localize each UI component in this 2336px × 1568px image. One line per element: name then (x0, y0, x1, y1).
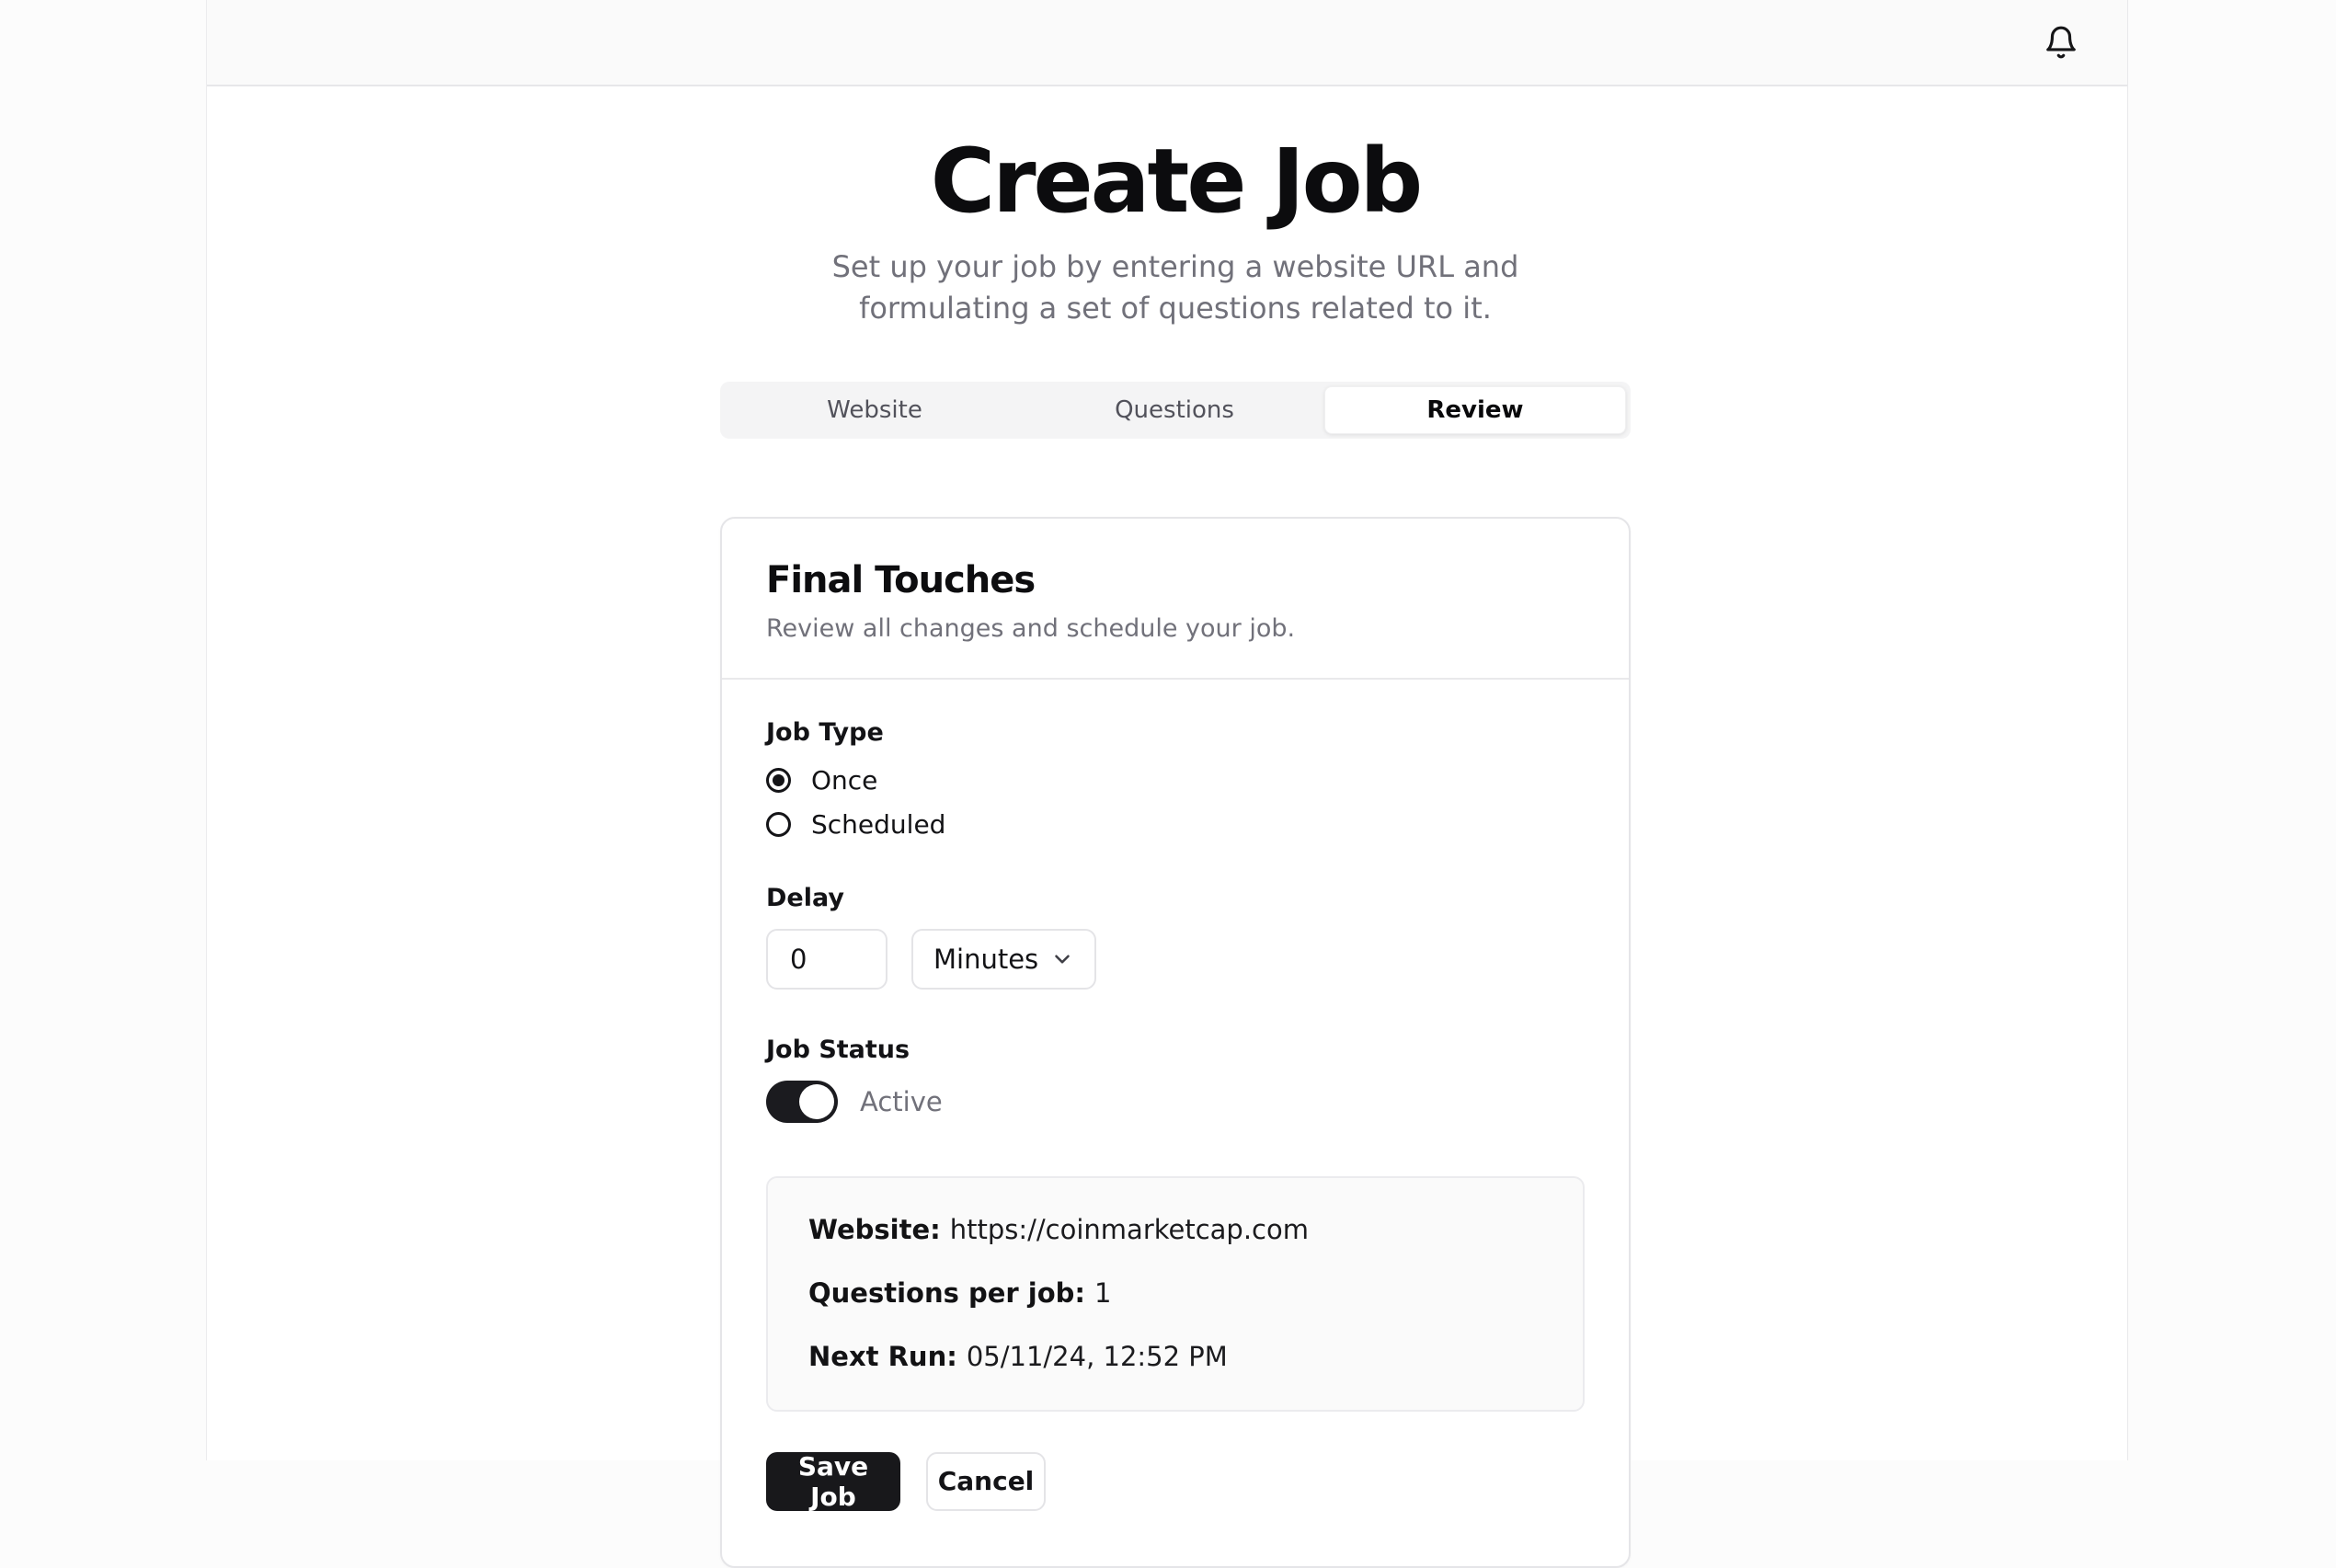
card-actions (766, 1452, 1585, 1511)
job-status-toggle[interactable] (766, 1081, 838, 1123)
bell-icon (2044, 25, 2078, 60)
page-subtitle (720, 246, 1631, 330)
job-type-radio-group (766, 765, 1585, 840)
card-body (722, 680, 1629, 1566)
summary-nextrun-label: Next Run: (808, 1341, 957, 1373)
page-subtitle-line1: Set up your job by entering a website URL and (831, 248, 1519, 284)
page-title: Create Job (930, 130, 1421, 233)
page-subtitle-line2: formulating a set of questions related to it. (859, 291, 1492, 326)
chevron-down-icon (1050, 947, 1074, 971)
job-summary-box (766, 1176, 1585, 1412)
save-job-button[interactable]: Save Job (766, 1452, 900, 1511)
summary-nextrun-row (808, 1342, 1542, 1372)
job-status-label: Job Status (766, 1035, 910, 1064)
summary-questions-row (808, 1278, 1542, 1309)
card-subtitle: Review all changes and schedule your job. (766, 613, 1296, 643)
job-status-state-label: Active (860, 1085, 943, 1117)
summary-nextrun-value: 05/11/24, 12:52 PM (966, 1341, 1228, 1373)
job-type-section (766, 718, 1585, 840)
delay-unit-value: Minutes (933, 943, 1039, 975)
tab-website[interactable]: Website (725, 386, 1025, 434)
final-touches-card (720, 517, 1631, 1568)
radio-option-scheduled-label: Scheduled (811, 808, 946, 840)
tab-questions[interactable]: Questions (1025, 386, 1324, 434)
app-window (206, 0, 2128, 1512)
notifications-button[interactable] (2043, 24, 2079, 61)
radio-option-scheduled[interactable] (766, 809, 1585, 840)
card-header (722, 519, 1629, 680)
tab-review[interactable]: Review (1324, 386, 1626, 434)
wizard-tabs (720, 382, 1631, 439)
radio-option-once-label: Once (811, 764, 878, 795)
delay-label: Delay (766, 883, 844, 912)
job-status-section (766, 1036, 1585, 1123)
radio-selected-icon (766, 768, 791, 793)
job-status-toggle-row (766, 1081, 1585, 1123)
summary-questions-label: Questions per job: (808, 1276, 1086, 1309)
main-content (720, 130, 1631, 1568)
toggle-knob (799, 1084, 834, 1119)
cancel-button[interactable]: Cancel (926, 1452, 1046, 1511)
delay-unit-select[interactable] (911, 929, 1096, 990)
top-bar (207, 0, 2127, 86)
summary-questions-value: 1 (1094, 1276, 1112, 1309)
summary-website-row (808, 1215, 1542, 1245)
radio-option-once[interactable] (766, 765, 1585, 795)
summary-website-label: Website: (808, 1213, 941, 1245)
delay-section (766, 884, 1585, 990)
radio-unselected-icon (766, 812, 791, 837)
summary-website-value: https://coinmarketcap.com (949, 1213, 1309, 1245)
card-title: Final Touches (766, 558, 1036, 601)
delay-value-input[interactable] (766, 929, 887, 990)
job-type-label: Job Type (766, 717, 884, 747)
delay-controls (766, 929, 1585, 990)
